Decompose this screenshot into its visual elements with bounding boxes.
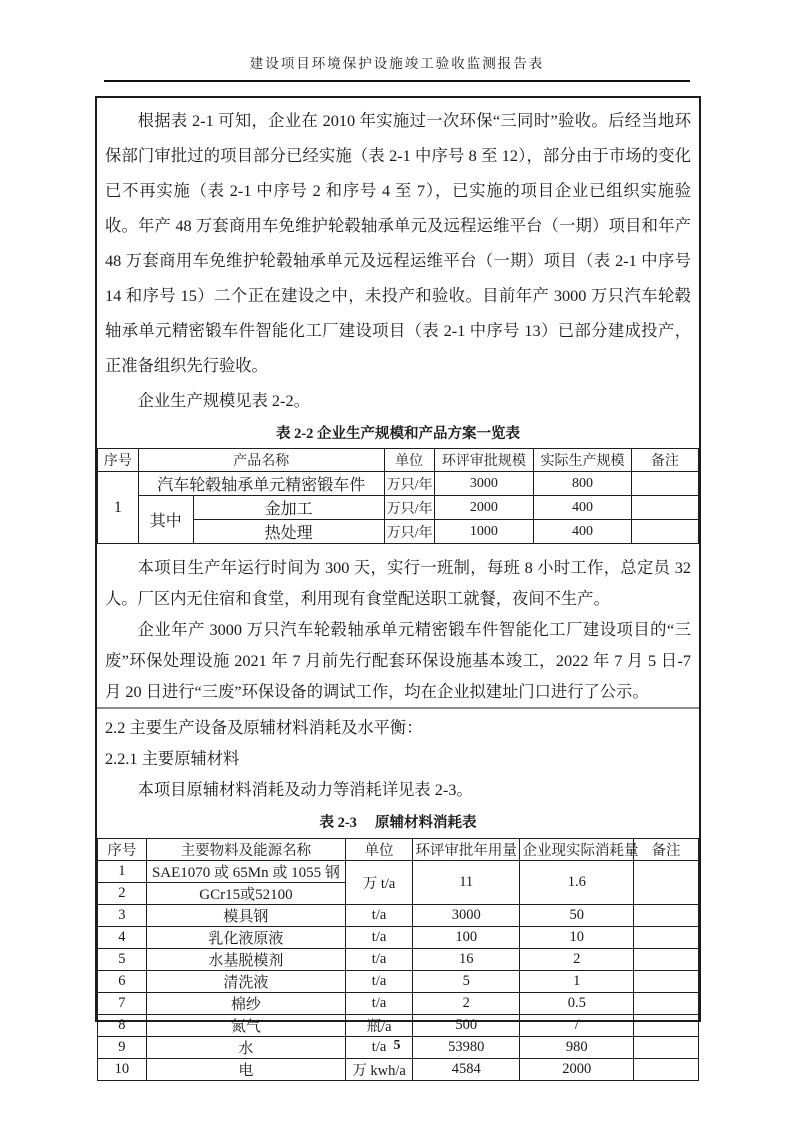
paragraph-operation-schedule: 本项目生产年运行时间为 300 天，实行一班制，每班 8 小时工作，总定员 32 人。厂区内无住宿和食堂，利用现有食堂配送职工就餐，夜间不生产。 — [105, 558, 691, 608]
cell-actual: 10 — [520, 927, 634, 949]
table-row — [98, 496, 699, 520]
paragraph-three-wastes-debugging: 企业年产 3000 万只汽车轮毂轴承单元精密锻车件智能化工厂建设项目的“三废”环保处理设施 2021 年 7 月前先行配套环保设施基本竣工，2022 年 7 月 5 日-7 月 20 日进行“三废”环保设备的调试工作，均在企业拟建址门口进行了公示。 — [105, 620, 691, 701]
cell-unit: t/a — [346, 971, 413, 993]
header-note: 备注 — [631, 449, 698, 472]
document-header-title: 建设项目环境保护设施竣工验收监测报告表 — [249, 56, 545, 71]
cell-approved: 1000 — [434, 520, 534, 544]
cell-unit: t/a — [346, 905, 413, 927]
table-row — [98, 949, 699, 971]
table-row — [98, 927, 699, 949]
table-row — [98, 861, 699, 883]
cell-material-name: 水 — [146, 1037, 346, 1059]
header-approved-annual-usage: 环评审批年用量 — [412, 839, 520, 861]
cell-seq: 6 — [98, 971, 147, 993]
cell-approved: 4584 — [412, 1059, 520, 1081]
cell-material-name: 模具钢 — [146, 905, 346, 927]
cell-actual: 0.5 — [520, 993, 634, 1015]
cell-seq: 9 — [98, 1037, 147, 1059]
cell-unit: 万只/年 — [384, 496, 434, 520]
cell-seq: 7 — [98, 993, 147, 1015]
cell-seq: 5 — [98, 949, 147, 971]
header-approved-scale: 环评审批规模 — [434, 449, 534, 472]
page-number: 5 — [393, 1038, 401, 1053]
cell-note — [634, 905, 699, 927]
cell-approved: 3000 — [434, 472, 534, 496]
cell-actual: 50 — [520, 905, 634, 927]
cell-material-name: 乳化液原液 — [146, 927, 346, 949]
table-2-2 — [97, 448, 699, 544]
cell-seq: 4 — [98, 927, 147, 949]
cell-actual: 1.6 — [520, 861, 634, 905]
cell-note — [631, 520, 698, 544]
header-actual-scale: 实际生产规模 — [534, 449, 631, 472]
cell-seq: 8 — [98, 1015, 147, 1037]
cell-note — [634, 993, 699, 1015]
cell-seq: 3 — [98, 905, 147, 927]
section-materials-consumption — [97, 707, 699, 1081]
cell-unit: 万只/年 — [384, 472, 434, 496]
cell-note — [634, 971, 699, 993]
cell-material-name: SAE1070 或 65Mn 或 1055 钢 — [146, 861, 346, 883]
cell-seq: 10 — [98, 1059, 147, 1081]
table-2-3-header-row — [98, 839, 699, 861]
cell-approved: 3000 — [412, 905, 520, 927]
cell-approved: 100 — [412, 927, 520, 949]
cell-material-name: 水基脱模剂 — [146, 949, 346, 971]
cell-actual: / — [520, 1015, 634, 1037]
cell-product-name: 热处理 — [193, 520, 384, 544]
cell-note — [631, 496, 698, 520]
cell-seq: 2 — [98, 883, 147, 905]
paragraph-materials-intro: 本项目原辅材料消耗及动力等消耗详见表 2-3。 — [137, 780, 473, 799]
cell-product-name: 金加工 — [193, 496, 384, 520]
cell-group-label: 其中 — [138, 496, 193, 544]
cell-note — [634, 861, 699, 905]
table-row — [98, 993, 699, 1015]
header-unit: 单位 — [384, 449, 434, 472]
cell-seq: 1 — [98, 472, 139, 544]
table-row — [98, 472, 699, 496]
paragraph-production-scale-intro: 企业生产规模见表 2-2。 — [137, 391, 310, 410]
cell-seq: 1 — [98, 861, 147, 883]
report-form-box — [95, 96, 701, 1079]
heading-2-2-1: 2.2.1 主要原辅材料 — [105, 749, 240, 768]
cell-actual: 400 — [534, 496, 631, 520]
cell-actual: 800 — [534, 472, 631, 496]
cell-material-name: 电 — [146, 1059, 346, 1081]
header-material-name: 主要物料及能源名称 — [146, 839, 346, 861]
header-actual-consumption: 企业现实际消耗量 — [520, 839, 634, 861]
cell-actual: 980 — [520, 1037, 634, 1059]
header-product-name: 产品名称 — [138, 449, 384, 472]
table-row — [98, 905, 699, 927]
heading-2-2: 2.2 主要生产设备及原辅材料消耗及水平衡： — [105, 718, 423, 737]
cell-approved: 16 — [412, 949, 520, 971]
cell-actual: 2 — [520, 949, 634, 971]
table-2-2-caption: 表 2-2 企业生产规模和产品方案一览表 — [275, 426, 521, 442]
cell-approved: 2 — [412, 993, 520, 1015]
cell-unit: t/a — [346, 993, 413, 1015]
cell-approved: 500 — [412, 1015, 520, 1037]
cell-actual: 2000 — [520, 1059, 634, 1081]
table-2-3-caption: 表 2-3 原辅材料消耗表 — [319, 815, 477, 831]
header-note: 备注 — [634, 839, 699, 861]
cell-material-name: 氮气 — [146, 1015, 346, 1037]
cell-note — [634, 949, 699, 971]
cell-unit: 万 t/a — [346, 861, 413, 905]
cell-material-name: GCr15或52100 — [146, 883, 346, 905]
cell-note — [634, 927, 699, 949]
cell-unit: 万 kwh/a — [346, 1059, 413, 1081]
cell-actual: 1 — [520, 971, 634, 993]
cell-approved: 53980 — [412, 1037, 520, 1059]
table-row — [98, 971, 699, 993]
cell-actual: 400 — [534, 520, 631, 544]
cell-material-name: 棉纱 — [146, 993, 346, 1015]
cell-note — [631, 472, 698, 496]
cell-unit: 瓶/a — [346, 1015, 413, 1037]
header-seq: 序号 — [98, 449, 139, 472]
cell-approved: 5 — [412, 971, 520, 993]
cell-approved: 2000 — [434, 496, 534, 520]
cell-approved: 11 — [412, 861, 520, 905]
cell-note — [634, 1015, 699, 1037]
cell-unit: 万只/年 — [384, 520, 434, 544]
cell-product-name: 汽车轮毂轴承单元精密锻车件 — [138, 472, 384, 496]
header-seq: 序号 — [98, 839, 147, 861]
paragraph-verification-history: 根据表 2-1 可知，企业在 2010 年实施过一次环保“三同时”验收。后经当地环保部门审批过的项目部分已经实施（表 2-1 中序号 8 至 12），部分由于市场的变化已不再实施（表 2-1 中序号 2 和序号 4 至 7），已实施的项目企业已组织实施验收。年产 48 万套商用车免维护轮毂轴承单元及远程运维平台（一期）项目和年产 48 万套商用车免维护轮毂轴承单元及远程运维平台（一期）项目（表 2-1 中序号 14 和序号 15）二个正在建设之中，未投产和验收。目前年产 3000 万只汽车轮毂轴承单元精密锻车件智能化工厂建设项目（表 2-1 中序号 13）已部分建成投产，正准备组织先行验收。 — [105, 111, 691, 375]
section-company-status — [97, 98, 699, 707]
cell-unit: t/a — [346, 1037, 413, 1059]
cell-material-name: 清洗液 — [146, 971, 346, 993]
cell-unit: t/a — [346, 927, 413, 949]
document-header — [104, 52, 690, 82]
table-row — [98, 1059, 699, 1081]
table-row — [98, 1015, 699, 1037]
header-unit: 单位 — [346, 839, 413, 861]
cell-note — [634, 1059, 699, 1081]
cell-unit: t/a — [346, 949, 413, 971]
table-2-2-header-row — [98, 449, 699, 472]
